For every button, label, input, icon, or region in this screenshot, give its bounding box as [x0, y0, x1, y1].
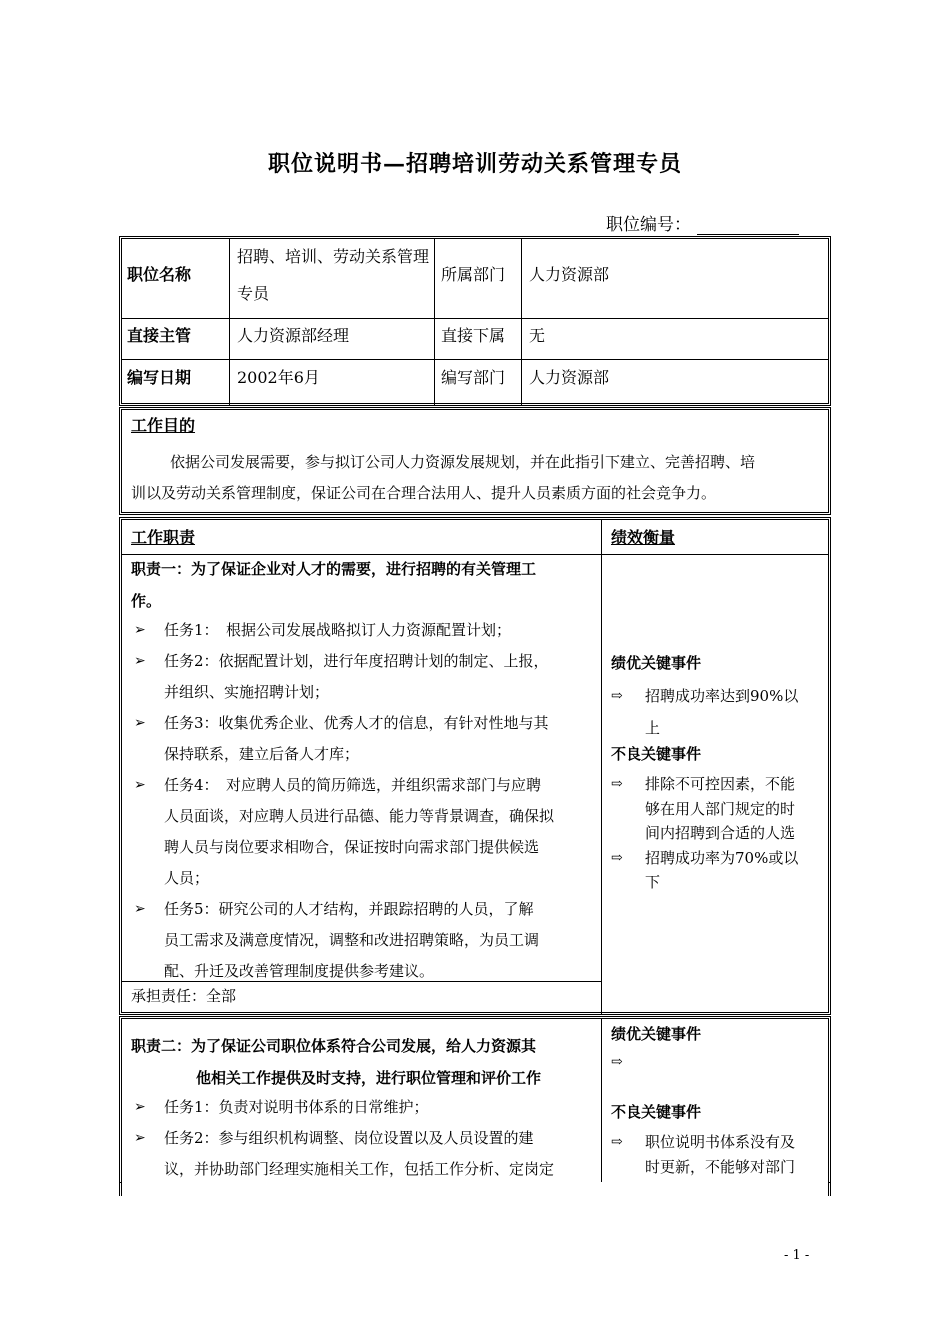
duty1-kpi-bad-item-2 — [611, 846, 823, 895]
duty2-title-line1: 职责二：为了保证公司职位体系符合公司发展，给人力资源其 — [131, 1037, 537, 1055]
duty2-task-2-line-2: 议，并协助部门经理实施相关工作，包括工作分析、定岗定 — [164, 1160, 555, 1178]
write-dept-value: 人力资源部 — [529, 368, 610, 387]
duty1-task-4-line-3: 聘人员与岗位要求相吻合，保证按时向需求部门提供候选 — [164, 838, 540, 856]
duty1-kpi-good-item-1-line-1: 招聘成功率达到90%以 — [645, 687, 799, 705]
duty1-task-4-line-1: 任务4： 对应聘人员的简历筛选，并组织需求部门与应聘 — [164, 776, 542, 794]
kpi-header: 绩效衡量 — [611, 528, 676, 547]
duty1-kpi-good-item-1 — [611, 680, 823, 744]
duty2-kpi-bad-item-1-line-1: 职位说明书体系没有及 — [645, 1133, 796, 1151]
dept-value: 人力资源部 — [529, 265, 610, 284]
duty1-task-2 — [134, 646, 594, 708]
duty1-responsibility: 承担责任：全部 — [131, 987, 237, 1005]
arrowhead-bullet-icon: ➢ — [134, 622, 146, 638]
duty2-kpi-bad-item-1 — [611, 1130, 823, 1180]
duty1-task-3 — [134, 708, 594, 770]
write-dept-label: 编写部门 — [441, 368, 506, 387]
duty2-task-1-line-1: 任务1：负责对说明书体系的日常维护； — [164, 1098, 429, 1116]
duty1-task-5 — [134, 894, 594, 987]
duty2-kpi-bad-label: 不良关键事件 — [611, 1103, 702, 1121]
position-number-label: 职位编号： — [606, 215, 691, 235]
job-name-label: 职位名称 — [127, 265, 192, 284]
hollow-arrow-icon: ⇨ — [611, 688, 623, 704]
duty1-task-5-line-2: 员工需求及满意度情况，调整和改进招聘策略，为员工调 — [164, 931, 540, 949]
arrowhead-bullet-icon: ➢ — [134, 653, 146, 669]
arrowhead-bullet-icon: ➢ — [134, 1099, 146, 1115]
dept-label: 所属部门 — [441, 265, 506, 284]
duty2-task-1 — [134, 1092, 594, 1123]
duty1-kpi-bad-label: 不良关键事件 — [611, 745, 702, 763]
duty1-task-1-line-1: 任务1： 根据公司发展战略拟订人力资源配置计划； — [164, 621, 512, 639]
hollow-arrow-icon: ⇨ — [611, 849, 623, 866]
duty1-kpi-bad-item-2-line-2: 下 — [645, 873, 661, 891]
subordinate-value: 无 — [529, 326, 546, 345]
duty2-kpi-good-label: 绩优关键事件 — [611, 1025, 702, 1043]
position-number — [606, 210, 799, 235]
duty1-task-2-line-2: 并组织、实施招聘计划； — [164, 683, 330, 701]
hollow-arrow-icon: ⇨ — [611, 776, 623, 792]
duty1-kpi-good-label: 绩优关键事件 — [611, 654, 702, 672]
duty1-task-5-line-1: 任务5：研究公司的人才结构，并跟踪招聘的人员，了解 — [164, 900, 534, 918]
purpose-line2: 训以及劳动关系管理制度，保证公司在合理合法用人、提升人员素质方面的社会竞争力。 — [131, 484, 717, 502]
date-value: 2002年6月 — [237, 368, 320, 387]
duty1-task-4-line-2: 人员面谈，对应聘人员进行品德、能力等背景调查，确保拟 — [164, 807, 555, 825]
supervisor-value: 人力资源部经理 — [237, 326, 350, 345]
duty1-task-1 — [134, 615, 594, 646]
page-number: - 1 - — [784, 1248, 810, 1263]
hollow-arrow-icon: ⇨ — [611, 1134, 623, 1150]
duty1-task-3-line-1: 任务3：收集优秀企业、优秀人才的信息，有针对性地与其 — [164, 714, 549, 732]
document-title: 职位说明书—招聘培训劳动关系管理专员 — [267, 151, 682, 177]
duty1-task-5-line-3: 配、升迁及改善管理制度提供参考建议。 — [164, 962, 435, 980]
arrowhead-bullet-icon: ➢ — [134, 1130, 146, 1146]
purpose-line1: 依据公司发展需要，参与拟订公司人力资源发展规划，并在此指引下建立、完善招聘、培 — [170, 453, 756, 471]
job-name-value-line1: 招聘、培训、劳动关系管理 — [237, 247, 430, 266]
purpose-heading: 工作目的 — [131, 416, 196, 435]
duty1-kpi-bad-item-1-line-1: 排除不可控因素，不能 — [645, 775, 796, 793]
duty2-title-line2: 他相关工作提供及时支持，进行职位管理和评价工作 — [196, 1069, 542, 1087]
duty1-kpi-bad-item-1-line-3: 间内招聘到合适的人选 — [645, 824, 796, 842]
duty1-task-3-line-2: 保持联系，建立后备人才库； — [164, 745, 360, 763]
position-number-blank — [697, 216, 799, 235]
duty1-task-4-line-4: 人员； — [164, 869, 210, 887]
duties-header: 工作职责 — [131, 528, 196, 547]
duty2-task-2-line-1: 任务2：参与组织机构调整、岗位设置以及人员设置的建 — [164, 1129, 534, 1147]
duty1-title-line1: 职责一：为了保证企业对人才的需要，进行招聘的有关管理工 — [131, 560, 537, 578]
job-name-value-line2: 专员 — [237, 284, 270, 303]
duty1-kpi-good-item-1-line-2: 上 — [645, 719, 661, 737]
duty1-task-4 — [134, 770, 594, 894]
duty1-kpi-bad-item-1 — [611, 772, 823, 846]
arrowhead-bullet-icon: ➢ — [134, 901, 146, 917]
duty2-task-2 — [134, 1123, 594, 1185]
supervisor-label: 直接主管 — [127, 326, 192, 345]
arrowhead-bullet-icon: ➢ — [134, 715, 146, 731]
duty1-kpi-bad-item-2-line-1: 招聘成功率为70%或以 — [645, 848, 799, 867]
arrowhead-bullet-icon: ➢ — [134, 777, 146, 793]
duty2-kpi-bad-item-1-line-2: 时更新，不能够对部门 — [645, 1158, 796, 1176]
subordinate-label: 直接下属 — [441, 326, 506, 345]
duty2-kpi-good-arrow-icon: ⇨ — [611, 1054, 623, 1070]
duty1-title-line2: 作。 — [131, 592, 162, 610]
duty1-kpi-bad-item-1-line-2: 够在用人部门规定的时 — [645, 799, 796, 818]
date-label: 编写日期 — [127, 368, 192, 387]
duty1-task-2-line-1: 任务2：依据配置计划，进行年度招聘计划的制定、上报， — [164, 652, 549, 670]
